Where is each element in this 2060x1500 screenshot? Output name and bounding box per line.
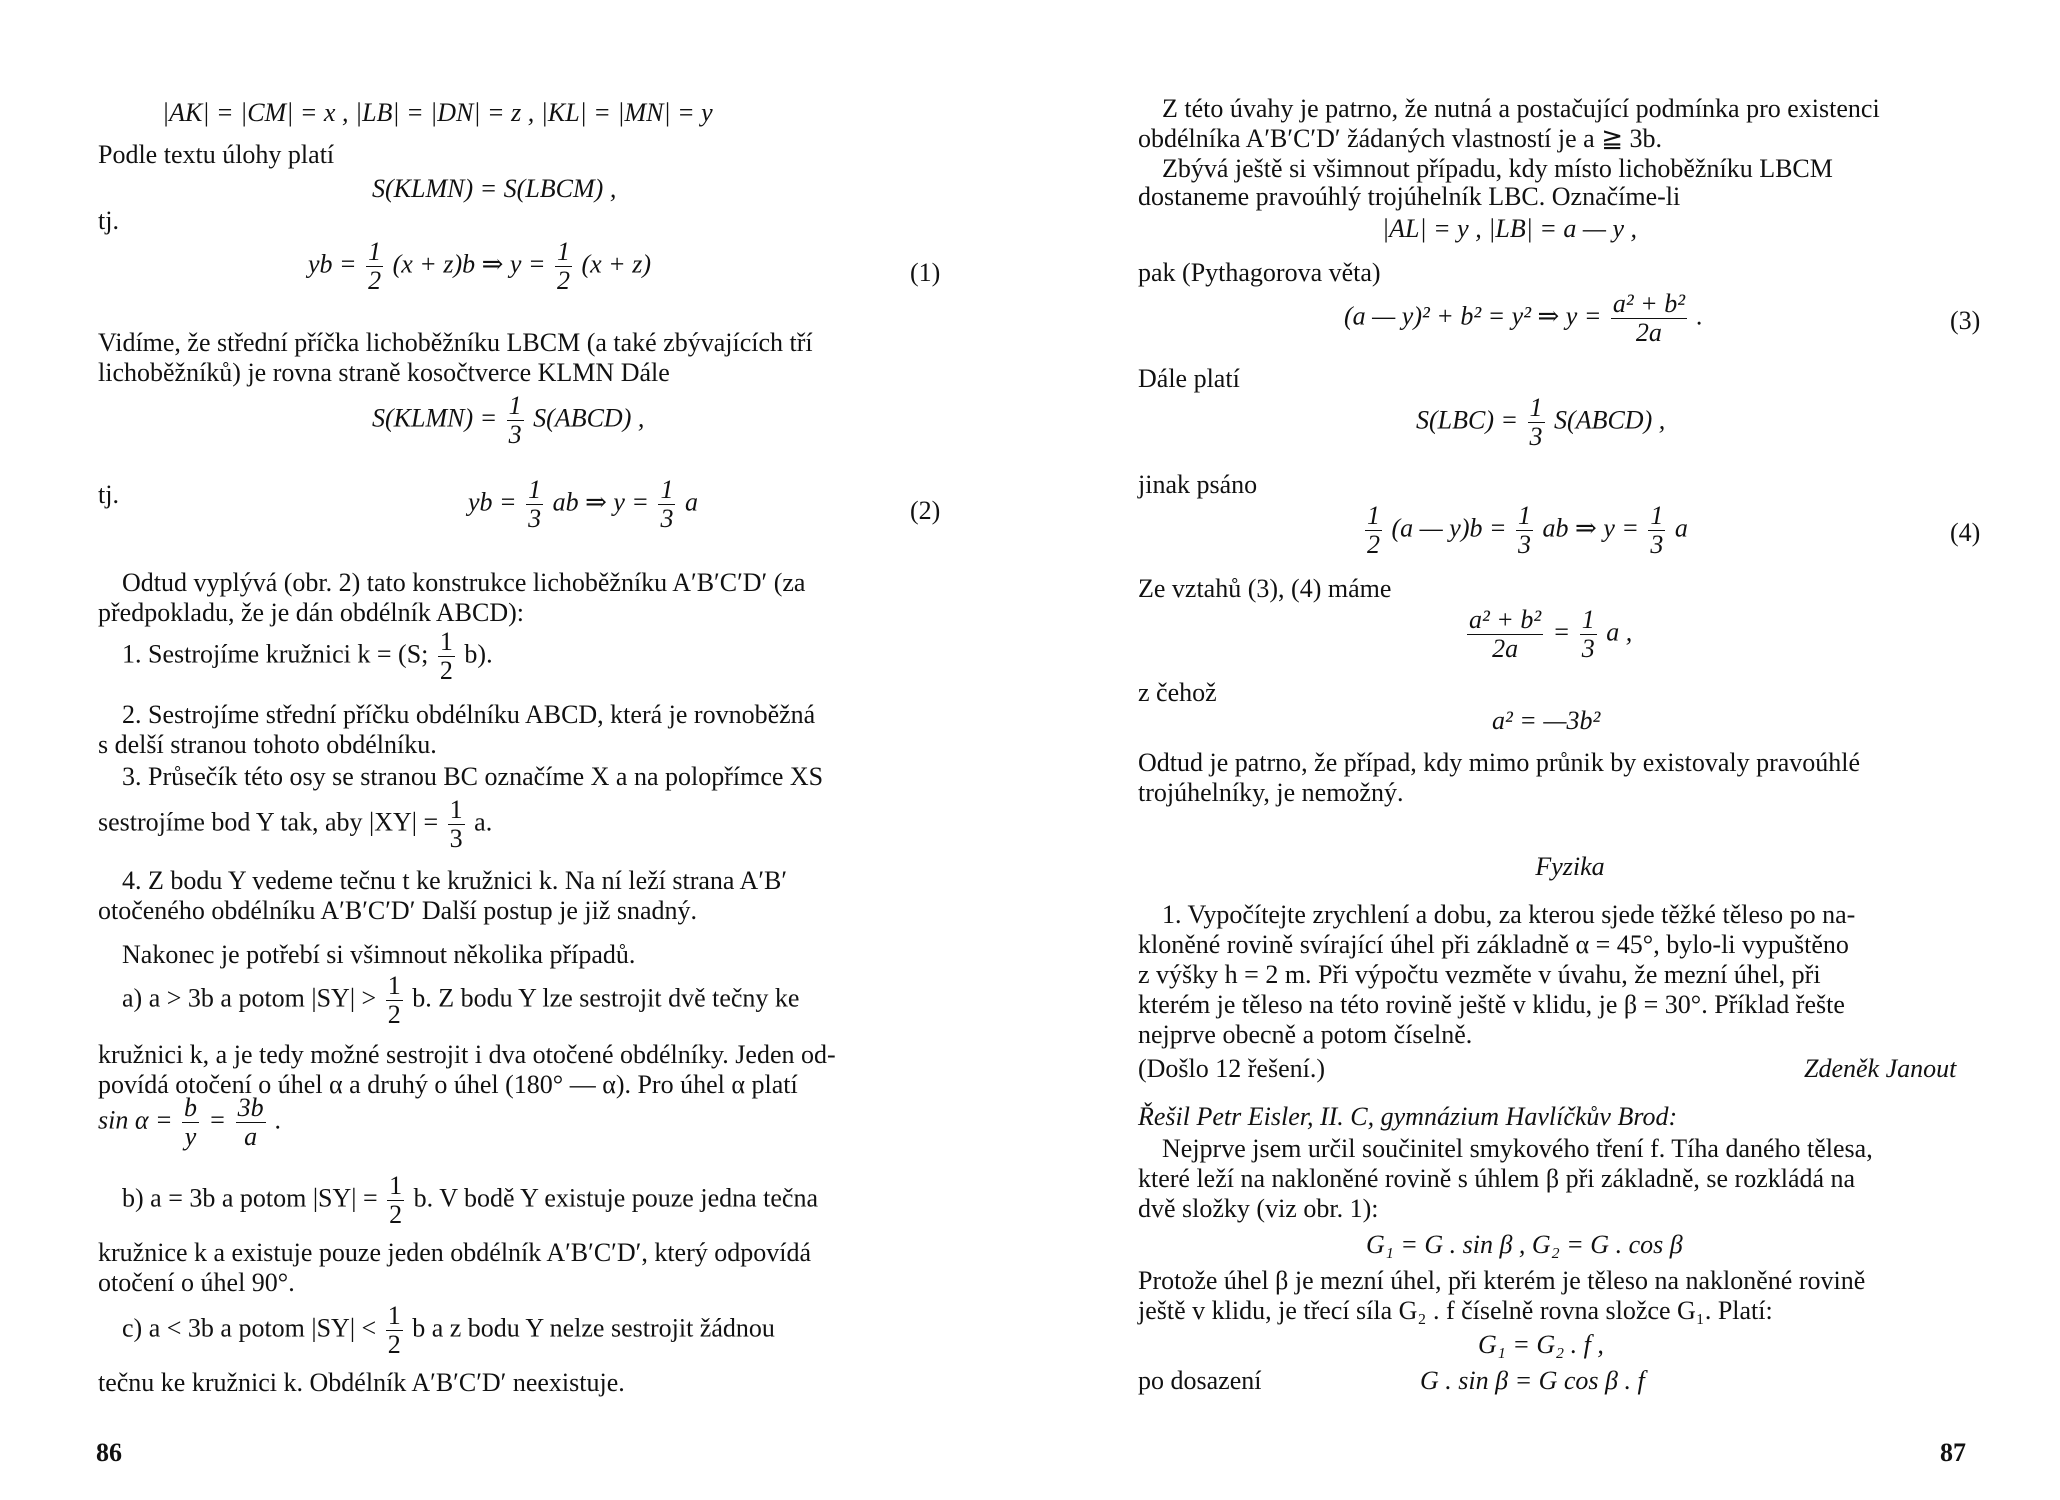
eq-part: = [1552, 617, 1571, 647]
case-c-line-1 [122, 1302, 775, 1359]
denominator: 3 [1650, 530, 1664, 559]
case-b-line-3: otočení o úhel 90°. [98, 1268, 295, 1297]
numerator: 3b [237, 1093, 264, 1122]
problem-line: z výšky h = 2 m. Při výpočtu vezměte v úvahu, že mezní úhel, při [1138, 960, 1821, 989]
eq-part: S(ABCD) , [1554, 405, 1666, 435]
step-3-line-2 [98, 796, 492, 853]
text-line: předpokladu, že je dán obdélník ABCD): [98, 598, 525, 627]
equation-area-ratio [372, 392, 644, 449]
fraction [526, 476, 543, 533]
denominator: 3 [508, 420, 522, 449]
denominator: 2 [556, 266, 570, 295]
case-b-line-1 [122, 1172, 818, 1229]
fraction [182, 1094, 199, 1151]
case-text: b. V bodě Y existuje pouze jedna tečna [413, 1183, 818, 1213]
solutions-count: (Došlo 12 řešení.) [1138, 1054, 1326, 1083]
case-a-line-1 [122, 972, 799, 1029]
step-2-line-2: s delší stranou tohoto obdélníku. [98, 730, 437, 759]
step-text: b). [464, 639, 493, 669]
denominator: 2 [439, 656, 453, 685]
text-line: Zbývá ještě si všimnout případu, kdy místo lichoběžníku LBCM [1162, 154, 1833, 183]
step-3-line-1: 3. Průsečík této osy se stranou BC označíme X a na polopřímce XS [122, 762, 824, 791]
eq-part: (a — y)b = [1391, 513, 1507, 543]
equation-substitution: G . sin β = G cos β . f [1420, 1366, 1645, 1395]
numerator: 1 [1367, 501, 1380, 530]
eq-part: . [275, 1105, 282, 1135]
step-1 [122, 628, 493, 685]
text-line: Podle textu úlohy platí [98, 140, 335, 169]
fraction [236, 1094, 266, 1151]
fraction [555, 238, 572, 295]
segment-definitions: |AL| = y , |LB| = a — y , [1382, 214, 1638, 243]
denominator: 3 [449, 824, 463, 853]
case-text: a) a > 3b a potom |SY| > [122, 983, 377, 1013]
text-line: tj. [98, 206, 119, 235]
text-line: Nakonec je potřebí si všimnout několika případů. [122, 940, 636, 969]
equation-4 [1362, 502, 1688, 559]
numerator: 1 [528, 475, 542, 504]
eq-part: yb = [468, 487, 517, 517]
text-line: obdélníka A′B′C′D′ žádaných vlastností je a ≧ 3b. [1138, 124, 1662, 153]
text-line: po dosazení [1138, 1366, 1262, 1395]
fraction [438, 628, 455, 685]
text-line: dostaneme pravoúhlý trojúhelník LBC. Označíme-li [1138, 182, 1681, 211]
text-line: Dále platí [1138, 364, 1240, 393]
fraction [366, 238, 383, 295]
fraction [1580, 606, 1597, 663]
case-a-line-3: povídá otočení o úhel α a druhý o úhel (180° — α). Pro úhel α platí [98, 1070, 798, 1099]
eq-part: sin α = [98, 1105, 173, 1135]
eq-part: (x + z)b ⇒ y = [392, 249, 546, 279]
denominator: 3 [528, 504, 542, 533]
problem-line: nejprve obecně a potom číselně. [1138, 1020, 1473, 1049]
text-line: které leží na nakloněné rovině s úhlem β při základně, se rozkládá na [1138, 1164, 1856, 1193]
numerator: a² + b² [1469, 605, 1542, 634]
text-line: Protože úhel β je mezní úhel, při kterém je těleso na nakloněné rovině [1138, 1266, 1866, 1295]
fraction [448, 796, 465, 853]
case-text: b. Z bodu Y lze sestrojit dvě tečny ke [412, 983, 800, 1013]
numerator: 1 [1529, 393, 1543, 422]
text-line: jinak psáno [1138, 470, 1258, 499]
case-text: b a z bodu Y nelze sestrojit žádnou [412, 1313, 775, 1343]
step-text: 1. Sestrojíme kružnici k = (S; [122, 639, 429, 669]
denominator: 3 [1581, 634, 1595, 663]
eq-part: = [208, 1105, 227, 1135]
text-line: Z této úvahy je patrno, že nutná a postačující podmínka pro existenci [1162, 94, 1880, 123]
eq-part: a [684, 487, 698, 517]
text-line: Odtud vyplývá (obr. 2) tato konstrukce lichoběžníku A′B′C′D′ (za [122, 568, 806, 597]
equation-number: (1) [910, 258, 941, 287]
fraction [658, 476, 675, 533]
denominator: 3 [1518, 530, 1532, 559]
fraction [1648, 502, 1665, 559]
eq-part: S(LBC) = [1416, 405, 1519, 435]
text-line: Nejprve jsem určil součinitel smykového tření f. Tíha daného tělesa, [1162, 1134, 1873, 1163]
fraction [386, 972, 403, 1029]
numerator: 1 [556, 237, 570, 266]
equation-number: (4) [1950, 518, 1981, 547]
denominator: 2 [1367, 530, 1380, 559]
numerator: 1 [439, 627, 453, 656]
denominator: y [184, 1122, 197, 1151]
numerator: a² + b² [1612, 289, 1685, 318]
eq-part: (a — y)² + b² = y² ⇒ y = [1344, 301, 1602, 331]
problem-line: kterém je těleso na této rovině ještě v klidu, je β = 30°. Příklad řešte [1138, 990, 1845, 1019]
equation-result: a² = —3b² [1492, 706, 1601, 735]
problem-line: 1. Vypočítejte zrychlení a dobu, za kterou sjede těžké těleso po na- [1162, 900, 1856, 929]
fraction [1467, 606, 1543, 663]
eq-part: ab ⇒ y = [1542, 513, 1639, 543]
numerator: 1 [1518, 501, 1532, 530]
equation-number: (3) [1950, 306, 1981, 335]
fraction [1611, 290, 1687, 347]
numerator: 1 [1581, 605, 1595, 634]
denominator: 2 [387, 1000, 401, 1029]
numerator: 1 [1650, 501, 1664, 530]
numerator: b [184, 1093, 198, 1122]
case-text: b) a = 3b a potom |SY| = [122, 1183, 378, 1213]
equation-2 [468, 476, 698, 533]
solver-line: Řešil Petr Eisler, II. C, gymnázium Havlíčkův Brod: [1138, 1102, 1678, 1131]
equation-3 [1344, 290, 1703, 347]
eq-part: ab ⇒ y = [552, 487, 649, 517]
step-4-line-1: 4. Z bodu Y vedeme tečnu t ke kružnici k. Na ní leží strana A′B′ [122, 866, 788, 895]
denominator: 2 [389, 1200, 403, 1229]
text-line: trojúhelníky, je nemožný. [1138, 778, 1404, 807]
text-line: Ze vztahů (3), (4) máme [1138, 574, 1392, 603]
denominator: 3 [660, 504, 674, 533]
case-a-line-2: kružnici k, a je tedy možné sestrojit i dva otočené obdélníky. Jeden od- [98, 1040, 836, 1069]
step-2-line-1: 2. Sestrojíme střední příčku obdélníku ABCD, která je rovnoběžná [122, 700, 816, 729]
step-text: sestrojíme bod Y tak, aby |XY| = [98, 807, 439, 837]
text-line: Vidíme, že střední příčka lichoběžníku LBCM (a také zbývajících tří [98, 328, 813, 357]
denominator: 2a [1635, 318, 1662, 347]
right-page [1030, 0, 2060, 1500]
numerator: 1 [660, 475, 674, 504]
page-number-right: 87 [1940, 1438, 1966, 1467]
step-text: a. [474, 807, 493, 837]
case-b-line-2: kružnice k a existuje pouze jeden obdélník A′B′C′D′, který odpovídá [98, 1238, 812, 1267]
numerator: 1 [389, 1171, 403, 1200]
case-text: c) a < 3b a potom |SY| < [122, 1313, 377, 1343]
text-line: tj. [98, 480, 119, 509]
page-number-left: 86 [96, 1438, 122, 1467]
fraction [387, 1172, 404, 1229]
numerator: 1 [508, 391, 522, 420]
text-line: Odtud je patrno, že případ, kdy mimo průnik by existovaly pravoúhlé [1138, 748, 1861, 777]
denominator: 3 [1529, 422, 1543, 451]
denominator: 2 [368, 266, 382, 295]
denominator: 2 [387, 1330, 401, 1359]
numerator: 1 [449, 795, 463, 824]
section-heading-fyzika: Fyzika [1535, 852, 1605, 881]
eq-part: yb = [308, 249, 357, 279]
text-line: ještě v klidu, je třecí síla G₂ . f číselně rovna složce G₁. Platí: [1138, 1296, 1773, 1325]
eq-part: a , [1606, 617, 1633, 647]
equation-number: (2) [910, 496, 941, 525]
numerator: 1 [368, 237, 382, 266]
eq-part: . [1696, 301, 1703, 331]
denominator: 2a [1492, 634, 1519, 663]
eq-part: S(ABCD) , [533, 403, 645, 433]
fraction [386, 1302, 403, 1359]
step-4-line-2: otočeného obdélníku A′B′C′D′ Další postup je již snadný. [98, 896, 698, 925]
denominator: a [244, 1122, 258, 1151]
text-line: pak (Pythagorova věta) [1138, 258, 1381, 287]
segment-definitions: |AK| = |CM| = x , |LB| = |DN| = z , |KL| = |MN| = y [162, 98, 713, 127]
equation-5 [1464, 606, 1632, 663]
numerator: 1 [387, 1301, 401, 1330]
equation-area-lbc [1416, 394, 1665, 451]
equation-friction: G₁ = G₂ . f , [1478, 1330, 1604, 1359]
numerator: 1 [387, 971, 401, 1000]
case-c-line-2: tečnu ke kružnici k. Obdélník A′B′C′D′ neexistuje. [98, 1368, 625, 1397]
eq-part: S(KLMN) = [372, 403, 498, 433]
fraction [1528, 394, 1545, 451]
author-name: Zdeněk Janout [1804, 1054, 1957, 1083]
fraction [1365, 502, 1382, 559]
problem-line: kloněné rovině svírající úhel při základně α = 45°, bylo-li vypuštěno [1138, 930, 1849, 959]
equation-components: G₁ = G . sin β , G₂ = G . cos β [1366, 1230, 1683, 1259]
fraction [1516, 502, 1533, 559]
text-line: dvě složky (viz obr. 1): [1138, 1194, 1379, 1223]
text-line: z čehož [1138, 678, 1217, 707]
equation-area: S(KLMN) = S(LBCM) , [372, 174, 617, 203]
sin-alpha-equation [98, 1094, 282, 1151]
eq-part: a [1674, 513, 1688, 543]
equation-1 [308, 238, 651, 295]
eq-part: (x + z) [581, 249, 652, 279]
fraction [507, 392, 524, 449]
text-line: lichoběžníků) je rovna straně kosočtverce KLMN Dále [98, 358, 670, 387]
